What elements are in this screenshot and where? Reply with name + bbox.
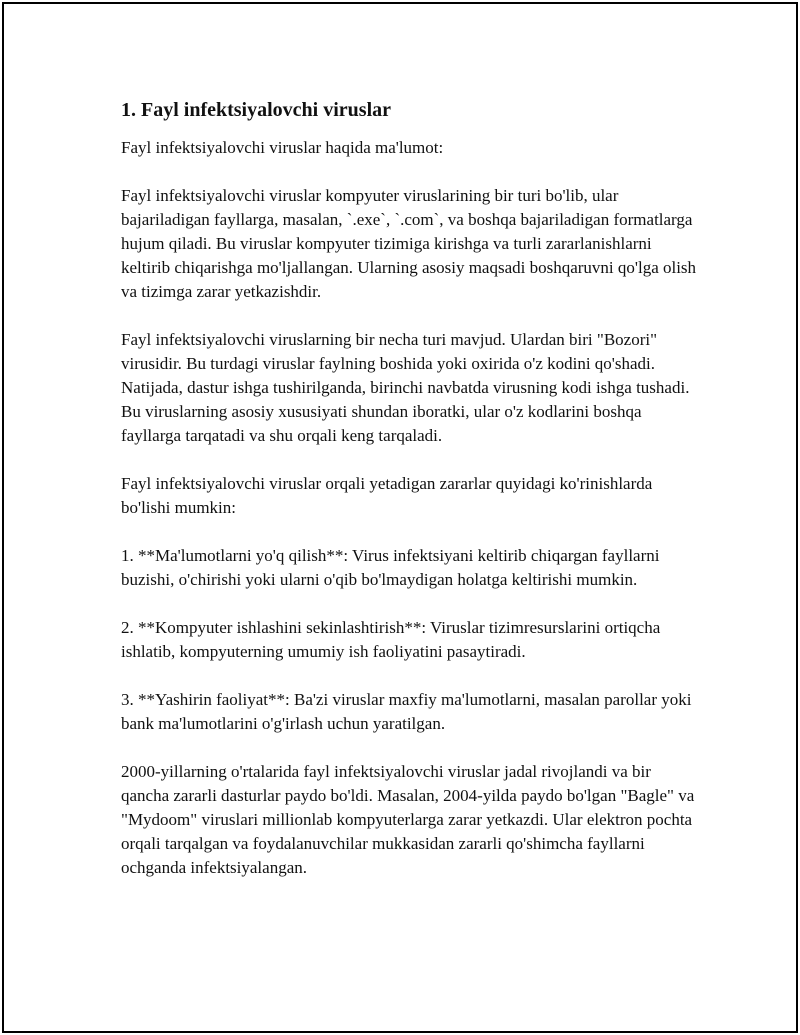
- paragraph-types: Fayl infektsiyalovchi viruslarning bir necha turi mavjud. Ulardan biri "Bozori" virusidir. Bu turdagi viruslar faylning boshida yoki oxirida o'z kodini qo'shadi. Natijada, dastur ishga tushirilganda, birinchi navbatda virusning kodi ishga tushadi. Bu viruslarning asosiy xususiyati shundan iboratki, ular o'z kodlarini boshqa fayllarga tarqatadi va shu orqali keng tarqaladi.: [121, 330, 690, 445]
- page-frame: [2, 2, 798, 1033]
- paragraph-definition: Fayl infektsiyalovchi viruslar kompyuter viruslarining bir turi bo'lib, ular bajariladigan fayllarga, masalan, `.exe`, `.com`, va boshqa bajariladigan formatlarga hujum qiladi. Bu viruslar kompyuter tizimiga kirishga va turli zararlanishlarni keltirib chiqarishga mo'ljallangan. Ularning asosiy maqsadi boshqaruvni qo'lga olish va tizimga zarar yetkazishdir.: [121, 186, 697, 301]
- paragraph-damages-intro: Fayl infektsiyalovchi viruslar orqali yetadigan zararlar quyidagi ko'rinishlarda bo'lishi mumkin:: [121, 474, 653, 517]
- intro-text: Fayl infektsiyalovchi viruslar haqida ma'lumot:: [121, 138, 444, 157]
- list-item-slowdown: 2. **Kompyuter ishlashini sekinlashtirish**: Viruslar tizimresurslarini ortiqcha ishlatib, kompyuterning umumiy ish faoliyatini pasaytiradi.: [121, 618, 661, 661]
- document-title: 1. Fayl infektsiyalovchi viruslar: [121, 99, 391, 121]
- document-body: [121, 96, 701, 904]
- paragraph-history: 2000-yillarning o'rtalarida fayl infektsiyalovchi viruslar jadal rivojlandi va bir qancha zararli dasturlar paydo bo'ldi. Masalan, 2004-yilda paydo bo'lgan "Bagle" va "Mydoom" viruslari millionlab kompyuterlarga zarar yetkazdi. Ular elektron pochta orqali tarqalgan va foydalanuvchilar mukkasidan zararli qo'shimcha fayllarni ochganda infektsiyalangan.: [121, 762, 695, 877]
- list-item-hidden-activity: 3. **Yashirin faoliyat**: Ba'zi viruslar maxfiy ma'lumotlarni, masalan parollar yoki bank ma'lumotlarini o'g'irlash uchun yaratilgan.: [121, 690, 692, 733]
- list-item-data-loss: 1. **Ma'lumotlarni yo'q qilish**: Virus infektsiyani keltirib chiqargan fayllarni buzishi, o'chirishi yoki ularni o'qib bo'lmaydigan holatga keltirishi mumkin.: [121, 546, 660, 589]
